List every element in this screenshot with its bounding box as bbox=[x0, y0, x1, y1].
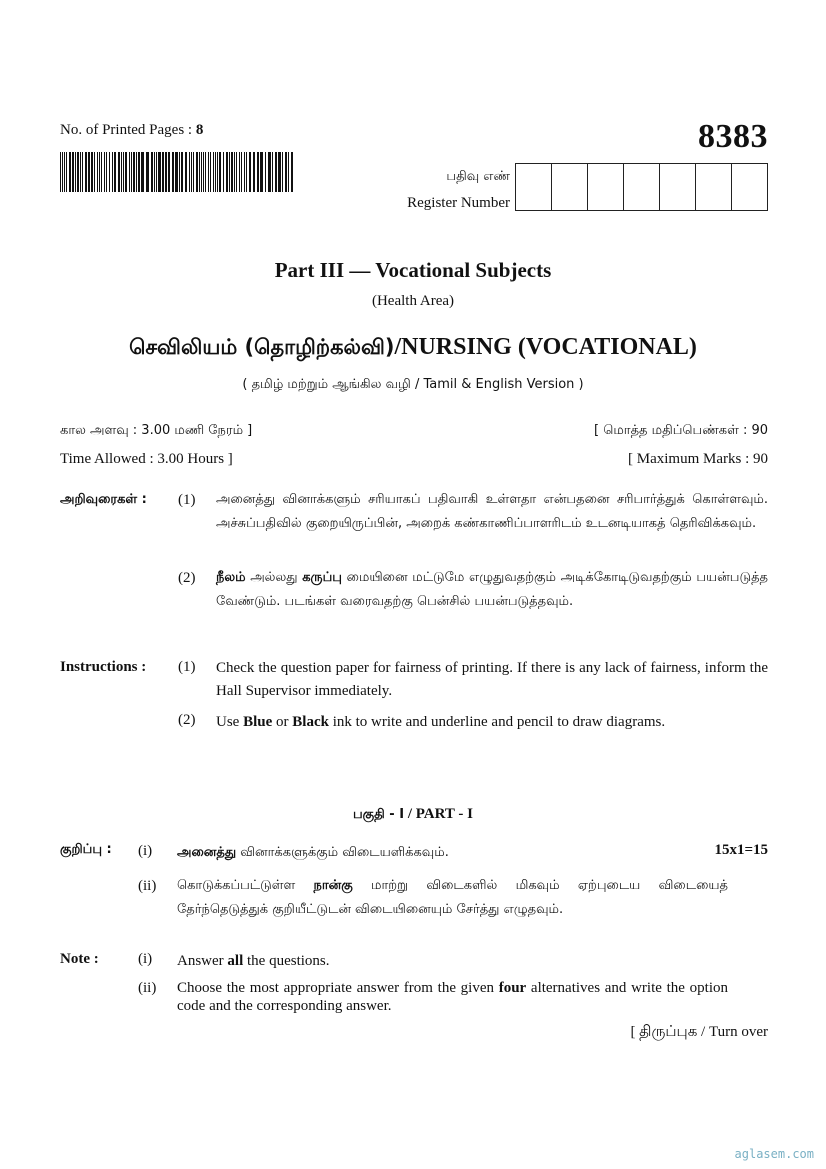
instructions-ta-item2-text: அல்லது bbox=[245, 570, 303, 585]
instructions-ta-label: அறிவுரைகள் : bbox=[60, 492, 147, 507]
barcode-bar bbox=[104, 152, 105, 192]
instructions-ta-item2 bbox=[216, 566, 768, 614]
note-en-i bbox=[177, 950, 728, 973]
barcode-bar bbox=[75, 152, 76, 192]
part-heading-ta: பகுதி - I bbox=[352, 807, 405, 822]
barcode bbox=[60, 152, 297, 192]
register-cell[interactable] bbox=[551, 164, 587, 210]
barcode-bar bbox=[158, 152, 161, 192]
barcode-bar bbox=[246, 152, 247, 192]
barcode-bar bbox=[181, 152, 183, 192]
barcode-bar bbox=[241, 152, 242, 192]
barcode-bar bbox=[72, 152, 74, 192]
barcode-bar bbox=[101, 152, 102, 192]
note-ta-ii-bold: நான்கு bbox=[313, 878, 353, 893]
instructions-en-item2-text: Use bbox=[216, 714, 244, 730]
barcode-bar bbox=[265, 152, 266, 192]
subject-area: (Health Area) bbox=[371, 293, 455, 309]
register-cell[interactable] bbox=[659, 164, 695, 210]
barcode-bar bbox=[64, 152, 65, 192]
barcode-bar bbox=[179, 152, 180, 192]
barcode-bar bbox=[185, 152, 187, 192]
barcode-bar bbox=[141, 152, 144, 192]
part-heading-separator: / bbox=[404, 806, 416, 822]
note-ta-i-text: வினாக்களுக்கும் விடையளிக்கவும். bbox=[236, 845, 449, 860]
register-cell[interactable] bbox=[587, 164, 623, 210]
barcode-bar bbox=[154, 152, 155, 192]
barcode-bar bbox=[260, 152, 263, 192]
barcode-bar bbox=[249, 152, 251, 192]
barcode-bar bbox=[229, 152, 230, 192]
printed-pages-value: 8 bbox=[195, 122, 204, 138]
barcode-bar bbox=[121, 152, 122, 192]
barcode-bar bbox=[172, 152, 174, 192]
ink-black-en: Black bbox=[292, 714, 329, 730]
note-ta-i-bold: அனைத்து bbox=[177, 845, 237, 860]
barcode-bar bbox=[272, 152, 273, 192]
barcode-bar bbox=[191, 152, 192, 192]
instructions-en-item2 bbox=[216, 711, 768, 734]
barcode-bar bbox=[236, 152, 237, 192]
barcode-bar bbox=[162, 152, 164, 192]
barcode-bar bbox=[112, 152, 113, 192]
barcode-bar bbox=[146, 152, 149, 192]
note-en-ii bbox=[177, 979, 728, 1015]
register-cell[interactable] bbox=[516, 164, 551, 210]
note-en-i-bold: all bbox=[227, 953, 244, 969]
barcode-bar bbox=[253, 152, 255, 192]
barcode-bar bbox=[282, 152, 283, 192]
part-heading bbox=[0, 806, 826, 823]
barcode-bar bbox=[82, 152, 83, 192]
barcode-bar bbox=[109, 152, 110, 192]
marks-scheme: 15x1=15 bbox=[714, 842, 768, 858]
barcode-bar bbox=[62, 152, 63, 192]
barcode-bar bbox=[106, 152, 107, 192]
note-ta-label: குறிப்பு : bbox=[60, 842, 112, 857]
barcode-bar bbox=[138, 152, 140, 192]
barcode-bar bbox=[199, 152, 200, 192]
barcode-bar bbox=[213, 152, 214, 192]
max-marks-ta: [ மொத்த மதிப்பெண்கள் : 90 bbox=[594, 423, 768, 438]
note-en-ii-text: alternatives and write the option code and the corresponding answer. bbox=[177, 980, 728, 1014]
barcode-bar bbox=[278, 152, 281, 192]
note-en-ii-number: (ii) bbox=[138, 980, 157, 996]
barcode-bar bbox=[175, 152, 178, 192]
barcode-bar bbox=[196, 152, 198, 192]
register-cell[interactable] bbox=[623, 164, 659, 210]
barcode-bar bbox=[285, 152, 287, 192]
barcode-bar bbox=[203, 152, 204, 192]
printed-pages-label: No. of Printed Pages : bbox=[60, 122, 193, 138]
note-en-label: Note : bbox=[60, 951, 99, 967]
barcode-bar bbox=[69, 152, 71, 192]
subject-title-ta: செவிலியம் (தொழிற்கல்வி) bbox=[129, 335, 395, 359]
note-ta-ii-number: (ii) bbox=[138, 878, 157, 894]
barcode-bar bbox=[165, 152, 167, 192]
time-allowed-en: Time Allowed : 3.00 Hours ] bbox=[60, 451, 233, 467]
ink-blue-en: Blue bbox=[243, 714, 273, 730]
barcode-bar bbox=[118, 152, 120, 192]
barcode-bar bbox=[156, 152, 157, 192]
barcode-bar bbox=[226, 152, 228, 192]
barcode-bar bbox=[133, 152, 135, 192]
note-en-ii-bold: four bbox=[498, 980, 527, 996]
ink-blue-ta: நீலம் bbox=[216, 570, 246, 585]
register-number-boxes[interactable] bbox=[515, 163, 768, 211]
turn-over: [ திருப்புக / Turn over bbox=[630, 1024, 768, 1040]
version-line: ( தமிழ் மற்றும் ஆங்கில வழி / Tamil & English Version ) bbox=[242, 377, 584, 392]
instructions-ta-item1: அனைத்து வினாக்களும் சரியாகப் பதிவாகி உள்ளதா என்பதனை சரிபார்த்துக் கொள்ளவும். அச்சுப்பதிவில் குறையிருப்பின், அறைக் கண்காணிப்பாளரிடம் உடனடியாகத் தெரிவிக்கவும். bbox=[216, 492, 768, 531]
barcode-bar bbox=[60, 152, 61, 192]
barcode-bar bbox=[208, 152, 209, 192]
note-en-ii-text: Choose the most appropriate answer from the given bbox=[177, 980, 499, 996]
barcode-bar bbox=[80, 152, 81, 192]
barcode-bar bbox=[223, 152, 224, 192]
subject-title-en: NURSING (VOCATIONAL) bbox=[401, 334, 697, 360]
register-number-labels bbox=[407, 164, 510, 216]
barcode-bar bbox=[77, 152, 79, 192]
instructions-en-item1-number: (1) bbox=[178, 659, 196, 675]
barcode-bar bbox=[244, 152, 245, 192]
register-label-ta: பதிவு எண் bbox=[446, 169, 510, 184]
note-en-i-number: (i) bbox=[138, 951, 153, 967]
barcode-bar bbox=[193, 152, 194, 192]
note-ta-ii-text: மாற்று விடைகளில் மிகவும் ஏற்புடைய விடையைத் தேர்ந்தெடுத்துக் குறியீட்டுடன் விடையினையும் சேர்த்து எழுதவும். bbox=[177, 878, 728, 917]
barcode-bar bbox=[168, 152, 170, 192]
instructions-en-item2-text: ink to write and underline and pencil to draw diagrams. bbox=[328, 714, 666, 730]
watermark: aglasem.com bbox=[734, 1147, 814, 1161]
barcode-bar bbox=[275, 152, 277, 192]
note-ta-i-number: (i) bbox=[138, 843, 153, 859]
instructions-ta-item2-text: மையினை மட்டுமே எழுதுவதற்கும் அடிக்கோடிடுவதற்கும் பயன்படுத்த வேண்டும். படங்கள் வரைவதற்கு பென்சில் பயன்படுத்தவும். bbox=[216, 570, 768, 609]
subject-title bbox=[0, 334, 826, 362]
instructions-en-label: Instructions : bbox=[60, 659, 147, 675]
barcode-bar bbox=[288, 152, 289, 192]
barcode-bar bbox=[291, 152, 293, 192]
instructions-ta-item1-number: (1) bbox=[178, 492, 196, 508]
barcode-bar bbox=[210, 152, 211, 192]
note-ta-ii-text: கொடுக்கப்பட்டுள்ள bbox=[177, 878, 314, 893]
barcode-bar bbox=[129, 152, 130, 192]
printed-pages bbox=[60, 122, 203, 139]
instructions-ta-item2-number: (2) bbox=[178, 570, 196, 586]
instructions-en-item1: Check the question paper for fairness of printing. If there is any lack of fairness, inform the Hall Supervisor immediately. bbox=[216, 660, 768, 699]
barcode-bar bbox=[219, 152, 221, 192]
barcode-bar bbox=[91, 152, 93, 192]
part-heading-en: PART - I bbox=[415, 806, 474, 822]
register-label-en: Register Number bbox=[407, 195, 510, 211]
note-en-i-text: the questions. bbox=[243, 953, 330, 969]
instructions-en-item2-text: or bbox=[272, 714, 293, 730]
barcode-bar bbox=[234, 152, 235, 192]
barcode-bar bbox=[85, 152, 87, 192]
barcode-bar bbox=[239, 152, 240, 192]
barcode-bar bbox=[231, 152, 233, 192]
note-en-i-text: Answer bbox=[177, 953, 228, 969]
barcode-bar bbox=[205, 152, 206, 192]
time-allowed-ta: கால அளவு : 3.00 மணி நேரம் ] bbox=[60, 423, 253, 438]
note-ta-i bbox=[177, 841, 597, 865]
instructions-en-item2-number: (2) bbox=[178, 712, 196, 728]
barcode-bar bbox=[114, 152, 116, 192]
register-cell[interactable] bbox=[731, 164, 767, 210]
barcode-bar bbox=[99, 152, 100, 192]
barcode-bar bbox=[97, 152, 98, 192]
subject-title-separator: / bbox=[394, 334, 402, 360]
ink-black-ta: கருப்பு bbox=[302, 570, 342, 585]
barcode-bar bbox=[66, 152, 67, 192]
barcode-bar bbox=[123, 152, 124, 192]
note-ta-ii bbox=[177, 874, 728, 922]
barcode-bar bbox=[131, 152, 132, 192]
barcode-bar bbox=[201, 152, 202, 192]
barcode-bar bbox=[257, 152, 259, 192]
barcode-bar bbox=[189, 152, 190, 192]
barcode-bar bbox=[136, 152, 137, 192]
register-cell[interactable] bbox=[695, 164, 731, 210]
barcode-bar bbox=[268, 152, 271, 192]
barcode-bar bbox=[215, 152, 216, 192]
paper-code: 8383 bbox=[698, 118, 768, 155]
part-title: Part III — Vocational Subjects bbox=[274, 258, 552, 282]
max-marks-en: [ Maximum Marks : 90 bbox=[628, 451, 768, 467]
barcode-bar bbox=[125, 152, 127, 192]
barcode-bar bbox=[217, 152, 218, 192]
barcode-bar bbox=[88, 152, 90, 192]
barcode-bar bbox=[151, 152, 153, 192]
barcode-bar bbox=[94, 152, 95, 192]
